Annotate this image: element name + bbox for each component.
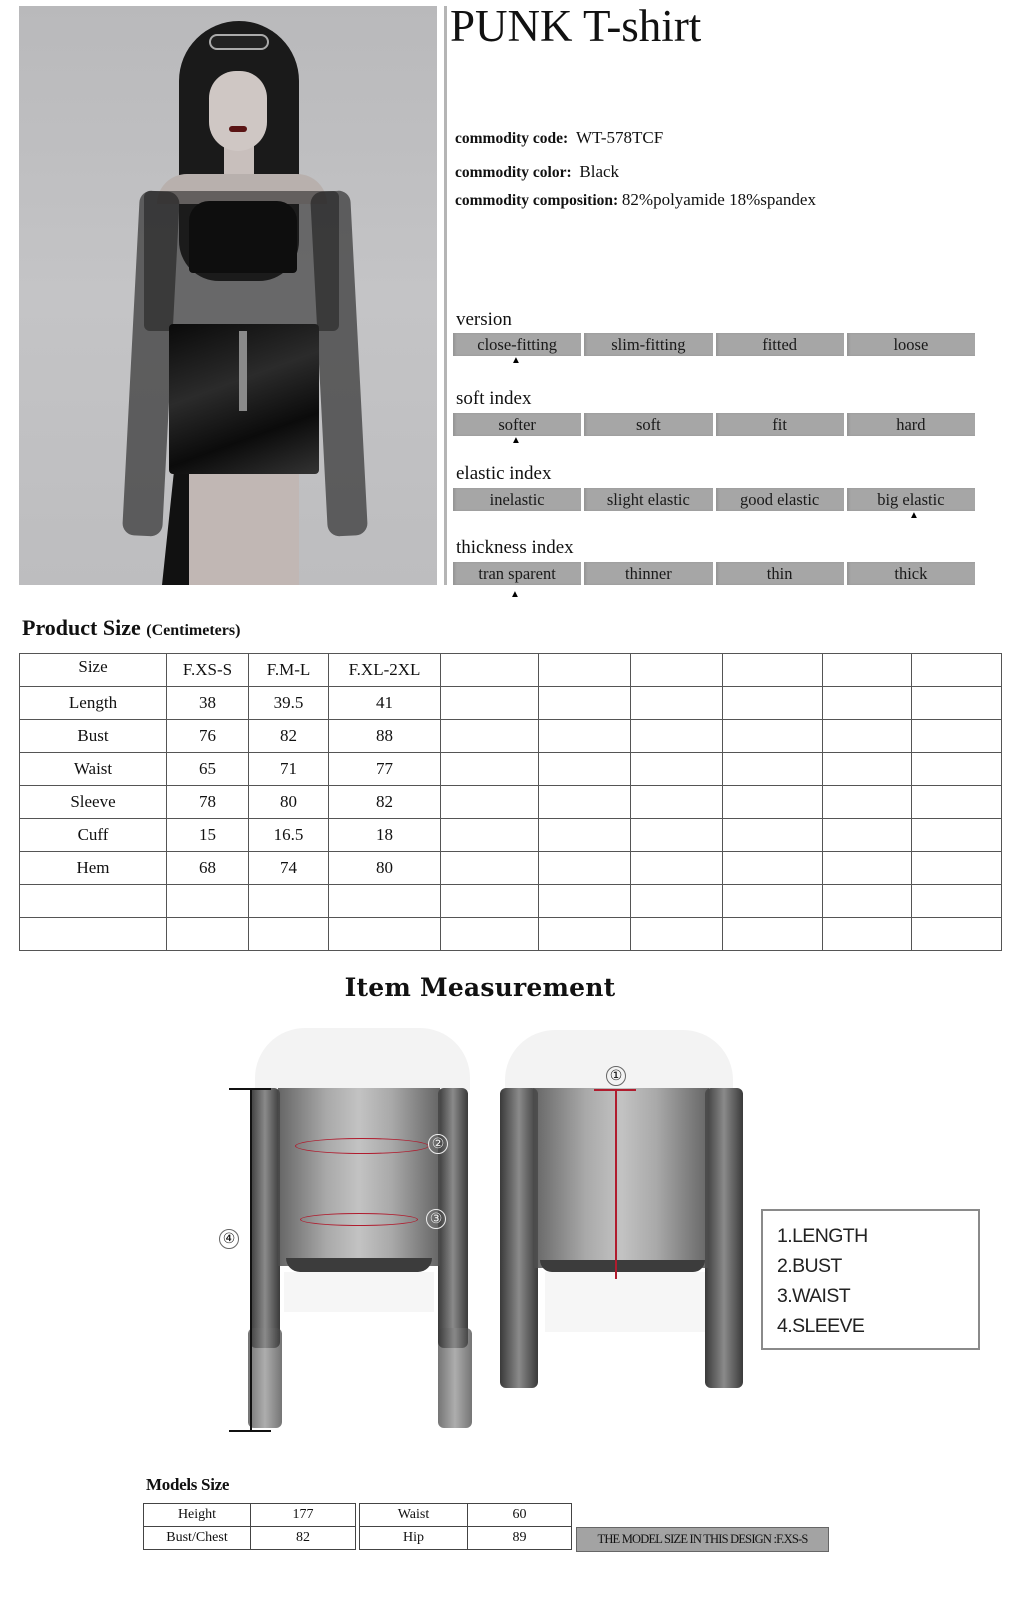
model-size-note: THE MODEL SIZE IN THIS DESIGN :F.XS-S [576,1527,829,1552]
thickness-index-label: thickness index [456,537,574,558]
spec-label: commodity color: [455,164,572,181]
thickness-index-option: thinner [584,562,712,585]
elastic-index-option: big elastic [847,488,975,511]
elastic-index-option: slight elastic [584,488,712,511]
soft-index-bar [453,413,975,437]
models-size-table-left [143,1503,356,1550]
spec-label: commodity composition: [455,192,619,209]
product-photo [19,6,437,585]
version-option: close-fitting [453,333,581,356]
header-cell: F.XS-S [167,654,249,687]
legend-item: 3.WAIST [777,1285,851,1307]
cell [723,753,823,786]
cell [912,720,1002,753]
table-row [20,819,1002,852]
cell [631,819,723,852]
selected-marker-icon: ▲ [511,355,521,366]
product-size-title: Product Size [22,615,141,640]
sunglasses-icon [209,34,269,50]
cell [823,852,912,885]
soft-index-label: soft index [456,388,532,409]
cell: 78 [167,786,249,819]
cell [441,786,539,819]
cell: 82 [329,786,441,819]
soft-index-option: soft [584,413,712,436]
cell [823,720,912,753]
cell: 68 [167,852,249,885]
cell [539,819,631,852]
cell: 76 [167,720,249,753]
cell [631,852,723,885]
cell [539,786,631,819]
header-cell [823,654,912,687]
marker-1-icon: ① [606,1066,626,1086]
header-cell: F.M-L [249,654,329,687]
cell: 89 [468,1527,572,1550]
row-label: Cuff [20,819,167,852]
spec-color [455,162,619,183]
cell [441,753,539,786]
cell [912,852,1002,885]
table-row [20,786,1002,819]
row-label: Waist [20,753,167,786]
version-option: loose [847,333,975,356]
cell [723,819,823,852]
product-title: PUNK T-shirt [450,1,702,51]
table-row [144,1527,356,1550]
elastic-index-option: inelastic [453,488,581,511]
row-label: Hip [360,1527,468,1550]
table-row [144,1504,356,1527]
header-cell: Size [20,654,167,687]
table-header-row [20,654,1002,687]
cell: 60 [468,1504,572,1527]
cell [823,687,912,720]
cell: 18 [329,819,441,852]
product-size-table [19,653,1002,951]
cell [539,720,631,753]
cell [823,819,912,852]
thickness-index-option: thin [716,562,844,585]
cell [723,687,823,720]
cell: 39.5 [249,687,329,720]
cell [631,786,723,819]
cell: 177 [251,1504,356,1527]
cell [723,786,823,819]
cell [723,720,823,753]
back-view-diagram [495,1028,745,1438]
cell [912,753,1002,786]
cell [631,687,723,720]
cell [441,819,539,852]
column-divider [444,6,447,585]
cell [539,687,631,720]
version-option: fitted [716,333,844,356]
cell: 80 [329,852,441,885]
table-row [20,852,1002,885]
header-cell [912,654,1002,687]
cell: 15 [167,819,249,852]
cell [441,852,539,885]
spec-value: WT-578TCF [575,128,664,147]
cell: 71 [249,753,329,786]
cell: 38 [167,687,249,720]
product-size-unit: (Centimeters) [146,622,241,639]
version-bar [453,333,975,357]
measurement-legend [761,1209,980,1350]
marker-3-icon: ③ [426,1209,446,1229]
elastic-index-label: elastic index [456,463,552,484]
header-cell: F.XL-2XL [329,654,441,687]
cell [723,852,823,885]
cell: 80 [249,786,329,819]
table-row [20,753,1002,786]
cell: 82 [251,1527,356,1550]
version-label: version [456,309,512,330]
row-label: Length [20,687,167,720]
cell [912,819,1002,852]
soft-index-option: fit [716,413,844,436]
legend-item: 4.SLEEVE [777,1315,865,1337]
header-cell [631,654,723,687]
elastic-index-option: good elastic [716,488,844,511]
cell: 41 [329,687,441,720]
cell: 82 [249,720,329,753]
marker-4-icon: ④ [219,1229,239,1249]
cell [912,786,1002,819]
row-label: Hem [20,852,167,885]
header-cell [723,654,823,687]
table-row [360,1504,572,1527]
cell [823,753,912,786]
spec-value: 82%polyamide 18%spandex [621,190,816,209]
row-label: Sleeve [20,786,167,819]
table-row [360,1527,572,1550]
row-label: Bust/Chest [144,1527,251,1550]
header-cell [539,654,631,687]
legend-item: 2.BUST [777,1255,842,1277]
soft-index-option: softer [453,413,581,436]
thickness-index-option: thick [847,562,975,585]
table-row-empty [20,918,1002,951]
cell: 88 [329,720,441,753]
selected-marker-icon: ▲ [511,435,521,446]
cell [823,786,912,819]
spec-value: Black [579,162,620,181]
cell: 65 [167,753,249,786]
soft-index-option: hard [847,413,975,436]
cell [631,720,723,753]
row-label: Waist [360,1504,468,1527]
product-size-heading [22,614,240,645]
cell [912,687,1002,720]
selected-marker-icon: ▲ [909,510,919,521]
cell [441,720,539,753]
marker-2-icon: ② [428,1134,448,1154]
selected-marker-icon: ▲ [510,589,520,600]
header-cell [441,654,539,687]
cell: 77 [329,753,441,786]
models-size-title: Models Size [146,1475,230,1494]
cell [441,687,539,720]
cell [631,753,723,786]
sleeve-dimension-line [250,1089,252,1431]
spec-label: commodity code: [455,130,569,147]
spec-code [455,128,663,149]
row-label: Bust [20,720,167,753]
table-row [20,687,1002,720]
table-row-empty [20,885,1002,918]
item-measurement-title: Item Measurement [344,973,616,1002]
cell [539,753,631,786]
cell [539,852,631,885]
thickness-index-bar [453,562,975,586]
thickness-index-option: tran sparent [453,562,581,585]
legend-item: 1.LENGTH [777,1225,868,1247]
models-size-table-right [359,1503,572,1550]
table-row [20,720,1002,753]
spec-composition [455,190,816,211]
version-option: slim-fitting [584,333,712,356]
cell: 16.5 [249,819,329,852]
row-label: Height [144,1504,251,1527]
elastic-index-bar [453,488,975,512]
cell: 74 [249,852,329,885]
front-view-diagram [250,1028,470,1438]
